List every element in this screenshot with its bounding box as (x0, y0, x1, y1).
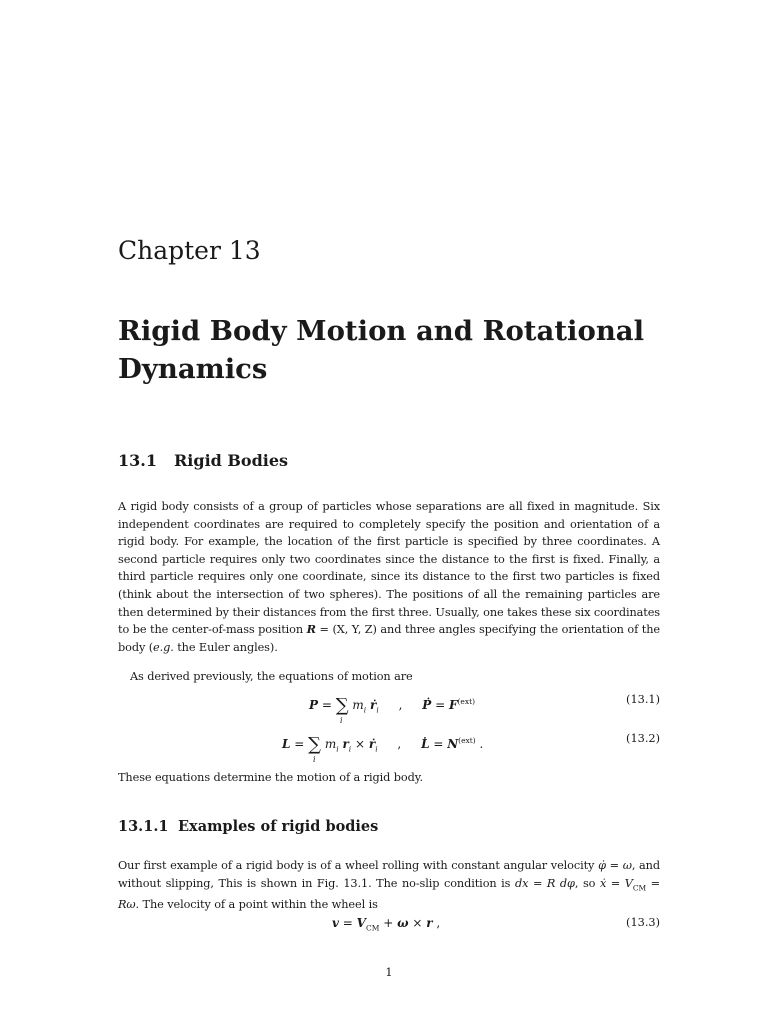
subsection-heading (118, 818, 378, 835)
section-paragraph-1: A rigid body consists of a group of particles whose separations are all fixed in magnitude. Six independent coordinates are required to completely specify the position and orientation of a rigid body. For example, the location of the first particle is specified by three coordinates. A second particle requires only two coordinates since the distance to the first is fixed. Finally, a third particle requires only one coordinate, since its distance to the first two particles is fixed (think about the intersection of two spheres). The positions of all the remaining particles are then determined by their distances from the first three. Usually, one takes these six coordinates to be the center-of-mass position R = (X, Y, Z) and three angles specifying the orientation of the body (e.g. the Euler angles). (118, 500, 660, 654)
equation-body: L = ∑ i $m_i$ $r_i$ × ṙ$_i$ , L̇ = $N^{(ext)}$ . (282, 734, 484, 764)
equation-number: (13.1) (626, 693, 660, 706)
section-paragraph-3: These equations determine the motion of a rigid body. (118, 771, 423, 784)
section-paragraph-2: As derived previously, the equations of motion are (130, 670, 413, 683)
equation-number: (13.2) (626, 732, 660, 745)
subsection-paragraph: Our first example of a rigid body is of a wheel rolling with constant angular velocity φ̇ = ω, and without slipping, This is shown in Fig. 13.1. The no-slip condition is dx = R dφ, so ẋ = $V_{CM} = R\omega$. The velocity of a point within the wheel is (118, 859, 661, 912)
chapter-label: Chapter 13 (118, 236, 261, 265)
equation-13-2 (118, 732, 660, 762)
equation-13-3 (118, 916, 660, 946)
subsection-number: 13.1.1 (118, 818, 169, 835)
equation-number: (13.3) (626, 916, 660, 929)
equation-body: P = ∑ i $m_i$ ṙ$_i$ , Ṗ = $F^{(ext)}$ (309, 695, 476, 725)
section-title: Rigid Bodies (174, 451, 289, 470)
section-number: 13.1 (118, 451, 157, 470)
equation-body: $v = V_{CM} + \omega \times r$ , (332, 916, 441, 933)
document-page (118, 0, 660, 1024)
equation-13-1 (118, 693, 660, 723)
page-number: 1 (385, 966, 393, 979)
chapter-title: Rigid Body Motion and Rotational Dynamics (118, 315, 645, 385)
subsection-title: Examples of rigid bodies (178, 818, 379, 835)
section-heading (118, 451, 288, 470)
